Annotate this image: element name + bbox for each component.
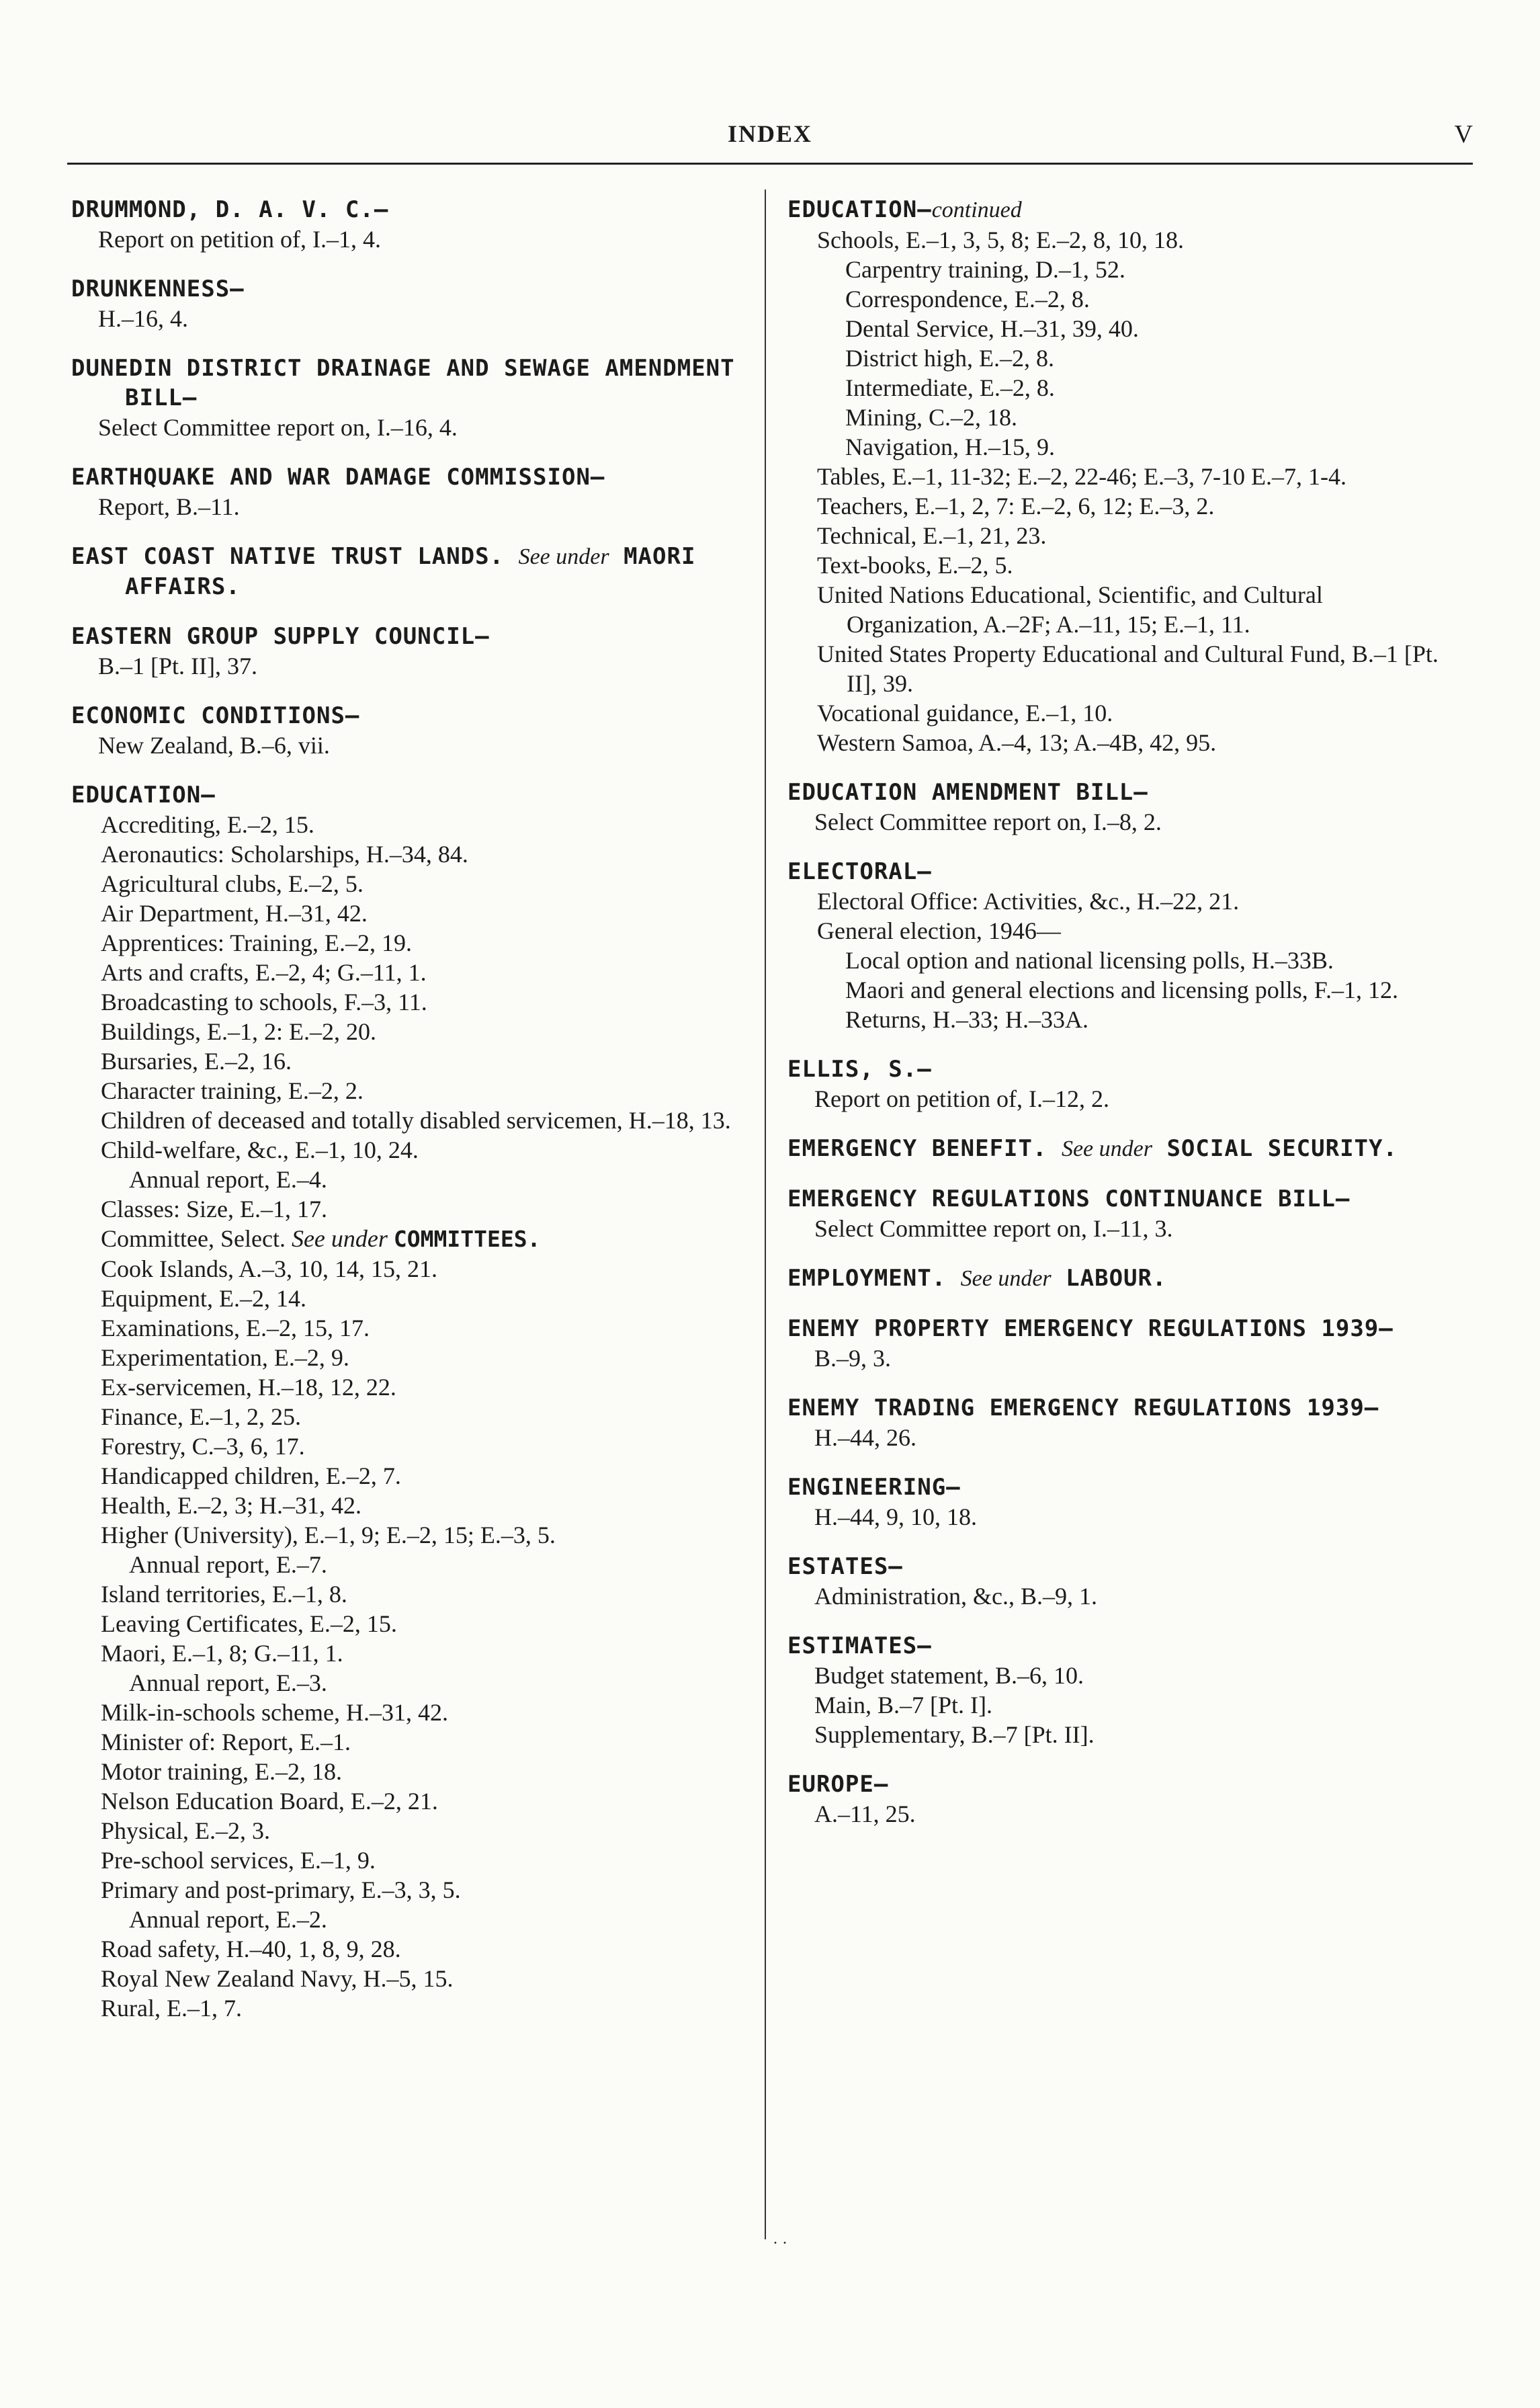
sub-entry: Technical, E.–1, 21, 23. (817, 522, 1047, 549)
heading-text: EMERGENCY BENEFIT. (787, 1135, 1047, 1162)
sub-entry: Schools, E.–1, 3, 5, 8; E.–2, 8, 10, 18. (817, 226, 1184, 253)
index-entry (787, 1393, 1459, 1452)
entry-heading (787, 1263, 1459, 1294)
entry-ref: Administration, &c., B.–9, 1. (814, 1583, 1097, 1610)
sub-entry: Aeronautics: Scholarships, H.–34, 84. (101, 841, 468, 868)
sub-entry: Maori, E.–1, 8; G.–11, 1. (101, 1640, 343, 1667)
index-entry (71, 354, 743, 442)
sub-entry: Classes: Size, E.–1, 17. (101, 1196, 327, 1222)
entry-ref: Select Committee report on, I.–8, 2. (814, 808, 1162, 835)
see-target: COMMITTEES. (393, 1226, 541, 1252)
page-title: INDEX (727, 120, 812, 147)
index-entry (71, 462, 743, 522)
column-divider (765, 190, 766, 2239)
sub-entry: Arts and crafts, E.–2, 4; G.–11, 1. (101, 959, 427, 986)
sub-entry: Forestry, C.–3, 6, 17. (101, 1433, 305, 1460)
entry-ref: Report, B.–11. (98, 493, 240, 520)
entry-heading: ELLIS, S.— (787, 1056, 932, 1083)
sub-entry: Child-welfare, &c., E.–1, 10, 24. (101, 1136, 419, 1163)
print-mark: · · (773, 2235, 787, 2252)
index-entry (71, 622, 743, 681)
entry-ref: Report on petition of, I.–12, 2. (814, 1085, 1109, 1112)
entry-heading (787, 1134, 1459, 1164)
sub-sub-entry: District high, E.–2, 8. (845, 345, 1054, 372)
sub-entry: United Nations Educational, Scientific, and Cultural Organization, A.–2F; A.–11, 15; E.–1, 11. (817, 581, 1323, 638)
page-header (67, 120, 1473, 153)
see-reference: See under (1061, 1136, 1152, 1161)
entry-heading: EMERGENCY REGULATIONS CONTINUANCE BILL— (787, 1186, 1351, 1212)
sub-entry: Road safety, H.–40, 1, 8, 9, 28. (101, 1936, 401, 1962)
entry-heading: ENEMY TRADING EMERGENCY REGULATIONS 1939— (787, 1395, 1379, 1421)
sub-sub-entry: Annual report, E.–7. (129, 1551, 327, 1578)
sub-entry: Electoral Office: Activities, &c., H.–22, 21. (817, 888, 1240, 915)
sub-entry: Equipment, E.–2, 14. (101, 1285, 306, 1312)
header-rule (67, 163, 1473, 165)
sub-entry: Ex-servicemen, H.–18, 12, 22. (101, 1374, 396, 1401)
index-entry (787, 1552, 1459, 1611)
sub-entry: Cook Islands, A.–3, 10, 14, 15, 21. (101, 1255, 438, 1282)
entry-ref: H.–44, 9, 10, 18. (814, 1503, 977, 1530)
sub-entry: Higher (University), E.–1, 9; E.–2, 15; E.–3, 5. (101, 1522, 556, 1548)
entry-heading (71, 542, 743, 601)
sub-sub-entry: Annual report, E.–2. (129, 1906, 327, 1933)
sub-entry: Island territories, E.–1, 8. (101, 1581, 347, 1608)
entry-heading: DRUMMOND, D. A. V. C.— (71, 196, 389, 223)
index-entry (787, 1631, 1459, 1749)
index-entry-education-continued (787, 195, 1459, 757)
sub-entry: Character training, E.–2, 2. (101, 1077, 363, 1104)
sub-entry: Tables, E.–1, 11-32; E.–2, 22-46; E.–3, 7-10 E.–7, 1-4. (817, 463, 1347, 490)
entry-ref: B.–1 [Pt. II], 37. (98, 653, 257, 679)
right-column (787, 195, 1459, 1849)
entry-heading: ECONOMIC CONDITIONS— (71, 702, 360, 729)
sub-entry: United States Property Educational and Cultural Fund, B.–1 [Pt. II], 39. (817, 640, 1439, 697)
sub-sub-entry: Local option and national licensing polls, H.–33B. (845, 947, 1334, 974)
see-target: MAORI AFFAIRS. (125, 543, 696, 600)
sub-entry: Buildings, E.–1, 2: E.–2, 20. (101, 1018, 377, 1045)
entry-heading: ESTIMATES— (787, 1632, 932, 1659)
sub-entry: Vocational guidance, E.–1, 10. (817, 700, 1113, 726)
sub-entry: Rural, E.–1, 7. (101, 1995, 242, 2022)
sub-entry: Pre-school services, E.–1, 9. (101, 1847, 376, 1874)
sub-entry: General election, 1946— (817, 917, 1061, 944)
sub-sub-entry: Dental Service, H.–31, 39, 40. (845, 315, 1139, 342)
sub-entry: Physical, E.–2, 3. (101, 1817, 270, 1844)
sub-sub-entry: Returns, H.–33; H.–33A. (845, 1006, 1088, 1033)
sub-entry-text: Committee, Select. (101, 1225, 286, 1252)
see-reference: See under (960, 1266, 1052, 1291)
sub-entry: Broadcasting to schools, F.–3, 11. (101, 989, 427, 1015)
sub-entry: Western Samoa, A.–4, 13; A.–4B, 42, 95. (817, 729, 1217, 756)
sub-entry: Handicapped children, E.–2, 7. (101, 1462, 401, 1489)
index-entry (71, 274, 743, 333)
sub-sub-entry: Navigation, H.–15, 9. (845, 433, 1055, 460)
entry-ref: Select Committee report on, I.–11, 3. (814, 1215, 1173, 1242)
sub-entry: Agricultural clubs, E.–2, 5. (101, 870, 363, 897)
index-entry (787, 1770, 1459, 1829)
sub-entry: Milk-in-schools scheme, H.–31, 42. (101, 1699, 448, 1726)
entry-heading: EASTERN GROUP SUPPLY COUNCIL— (71, 623, 490, 650)
entry-ref: H.–16, 4. (98, 305, 188, 332)
index-entry (787, 857, 1459, 1034)
see-reference: See under (518, 544, 609, 569)
left-column (71, 195, 743, 2043)
sub-entry: Air Department, H.–31, 42. (101, 900, 368, 927)
index-entry (787, 778, 1459, 837)
heading-text: EDUCATION— (787, 196, 932, 223)
entry-heading: EDUCATION AMENDMENT BILL— (787, 779, 1148, 806)
sub-entry: Minister of: Report, E.–1. (101, 1729, 351, 1755)
sub-entry: Children of deceased and totally disabled servicemen, H.–18, 13. (101, 1107, 731, 1134)
sub-entry: Text-books, E.–2, 5. (817, 552, 1013, 579)
entry-heading: ENGINEERING— (787, 1474, 961, 1501)
sub-sub-entry: Annual report, E.–4. (129, 1166, 327, 1193)
sub-entry: Apprentices: Training, E.–2, 19. (101, 929, 412, 956)
sub-entry: Experimentation, E.–2, 9. (101, 1344, 349, 1371)
index-entry (787, 1314, 1459, 1373)
index-entry (787, 1054, 1459, 1114)
see-reference: See under (291, 1225, 388, 1252)
sub-entry: Motor training, E.–2, 18. (101, 1758, 342, 1785)
sub-entry: Royal New Zealand Navy, H.–5, 15. (101, 1965, 454, 1992)
index-entry (787, 1134, 1459, 1164)
entry-ref: Report on petition of, I.–1, 4. (98, 226, 381, 253)
sub-entry: Bursaries, E.–2, 16. (101, 1048, 292, 1075)
entry-ref: Supplementary, B.–7 [Pt. II]. (814, 1721, 1095, 1748)
sub-entry: Leaving Certificates, E.–2, 15. (101, 1610, 397, 1637)
sub-sub-entry: Mining, C.–2, 18. (845, 404, 1018, 431)
entry-heading: ENEMY PROPERTY EMERGENCY REGULATIONS 1939— (787, 1315, 1394, 1342)
heading-text: EMPLOYMENT. (787, 1265, 947, 1292)
entry-heading: EUROPE— (787, 1771, 889, 1798)
entry-heading: ELECTORAL— (787, 858, 932, 885)
heading-text: EAST COAST NATIVE TRUST LANDS. (71, 543, 505, 570)
index-entry (71, 542, 743, 601)
entry-ref: B.–9, 3. (814, 1345, 892, 1372)
index-entry-education (71, 780, 743, 2023)
sub-entry: Finance, E.–1, 2, 25. (101, 1403, 301, 1430)
see-target: LABOUR. (1066, 1265, 1167, 1292)
sub-sub-entry: Carpentry training, D.–1, 52. (845, 256, 1125, 283)
index-entry (787, 1184, 1459, 1243)
entry-heading: EDUCATION— (71, 782, 216, 808)
entry-heading: DUNEDIN DISTRICT DRAINAGE AND SEWAGE AMENDMENT BILL— (71, 355, 735, 411)
entry-ref: Select Committee report on, I.–16, 4. (98, 414, 458, 441)
sub-sub-entry: Intermediate, E.–2, 8. (845, 374, 1055, 401)
index-entry (787, 1263, 1459, 1294)
see-target: SOCIAL SECURITY. (1166, 1135, 1398, 1162)
entry-ref: H.–44, 26. (814, 1424, 916, 1451)
entry-heading: DRUNKENNESS— (71, 276, 245, 302)
sub-sub-entry: Maori and general elections and licensing polls, F.–1, 12. (845, 977, 1398, 1003)
continued-label: continued (931, 198, 1022, 222)
entry-ref: New Zealand, B.–6, vii. (98, 732, 330, 759)
sub-entry: Nelson Education Board, E.–2, 21. (101, 1788, 438, 1815)
sub-sub-entry: Correspondence, E.–2, 8. (845, 286, 1090, 313)
sub-entry: Accrediting, E.–2, 15. (101, 811, 314, 838)
index-entry (787, 1472, 1459, 1532)
entry-ref: A.–11, 25. (814, 1800, 916, 1827)
entry-heading (787, 195, 1459, 225)
entry-heading: EARTHQUAKE AND WAR DAMAGE COMMISSION— (71, 464, 605, 491)
entry-heading: ESTATES— (787, 1553, 903, 1580)
sub-entry: Health, E.–2, 3; H.–31, 42. (101, 1492, 361, 1519)
entry-ref: Main, B.–7 [Pt. I]. (814, 1692, 992, 1718)
entry-ref: Budget statement, B.–6, 10. (814, 1662, 1084, 1689)
page-number: V (1454, 120, 1473, 149)
sub-entry: Primary and post-primary, E.–3, 3, 5. (101, 1876, 461, 1903)
sub-entry: Teachers, E.–1, 2, 7: E.–2, 6, 12; E.–3, 2. (817, 493, 1215, 520)
sub-entry: Examinations, E.–2, 15, 17. (101, 1315, 370, 1341)
index-entry (71, 195, 743, 254)
index-entry (71, 701, 743, 760)
sub-sub-entry: Annual report, E.–3. (129, 1669, 327, 1696)
sub-entry (71, 1224, 743, 1254)
